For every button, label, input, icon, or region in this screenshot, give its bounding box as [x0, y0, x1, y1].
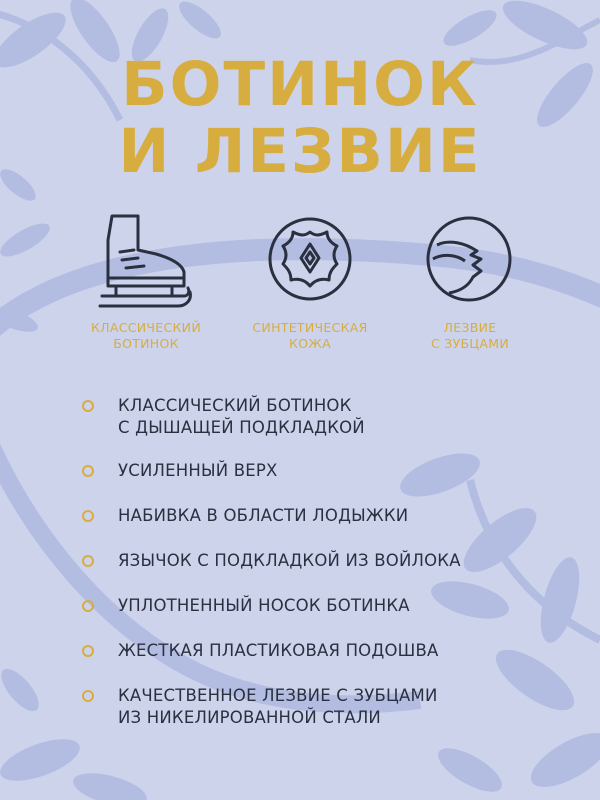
serrated-blade-icon [425, 215, 513, 303]
feature-caption-blade: ЛЕЗВИЕ С ЗУБЦАМИ [431, 320, 509, 351]
bullet-circle-icon [82, 465, 94, 477]
bullet-circle-icon [82, 690, 94, 702]
page-title-line-1: БОТИНОК [121, 49, 479, 120]
leather-hide-icon [267, 216, 353, 302]
skate-boot-icon [98, 212, 194, 308]
bullet-circle-icon [82, 645, 94, 657]
feature-caption-boot: КЛАССИЧЕСКИЙ БОТИНОК [90, 320, 201, 351]
bullet-circle-icon [82, 510, 94, 522]
bullet-circle-icon [82, 400, 94, 412]
feature-caption-leather: СИНТЕТИЧЕСКАЯ КОЖА [252, 320, 368, 351]
product-feature-card: БОТИНОК И ЛЕЗВИЕ КЛАССИЧЕСКИЙ БОТИНОК СИНТЕТИЧЕСКАЯ КОЖА ЛЕЗВИЕ С ЗУБЦАМИ КЛАССИЧЕСКИЙ БОТИНОК С ДЫШАЩЕЙ ПОДКЛАДКОЙ УСИЛЕННЫЙ ВЕРХ НАБИВКА В ОБЛАСТИ ЛОДЫЖКИ ЯЗЫЧОК С ПОДКЛАДКОЙ ИЗ ВОЙЛОКА УПЛОТНЕННЫЙ НОСОК БОТИНКА ЖЕСТКАЯ ПЛАСТИКОВАЯ ПОДОШВА КАЧЕСТВЕННОЕ ЛЕЗВИЕ С ЗУБЦАМИ ИЗ НИКЕЛИРОВАННОЙ СТАЛИ [0, 0, 600, 800]
page-title-line-2: И ЛЕЗВИЕ [118, 116, 482, 187]
bullet-circle-icon [82, 555, 94, 567]
bullet-circle-icon [82, 600, 94, 612]
